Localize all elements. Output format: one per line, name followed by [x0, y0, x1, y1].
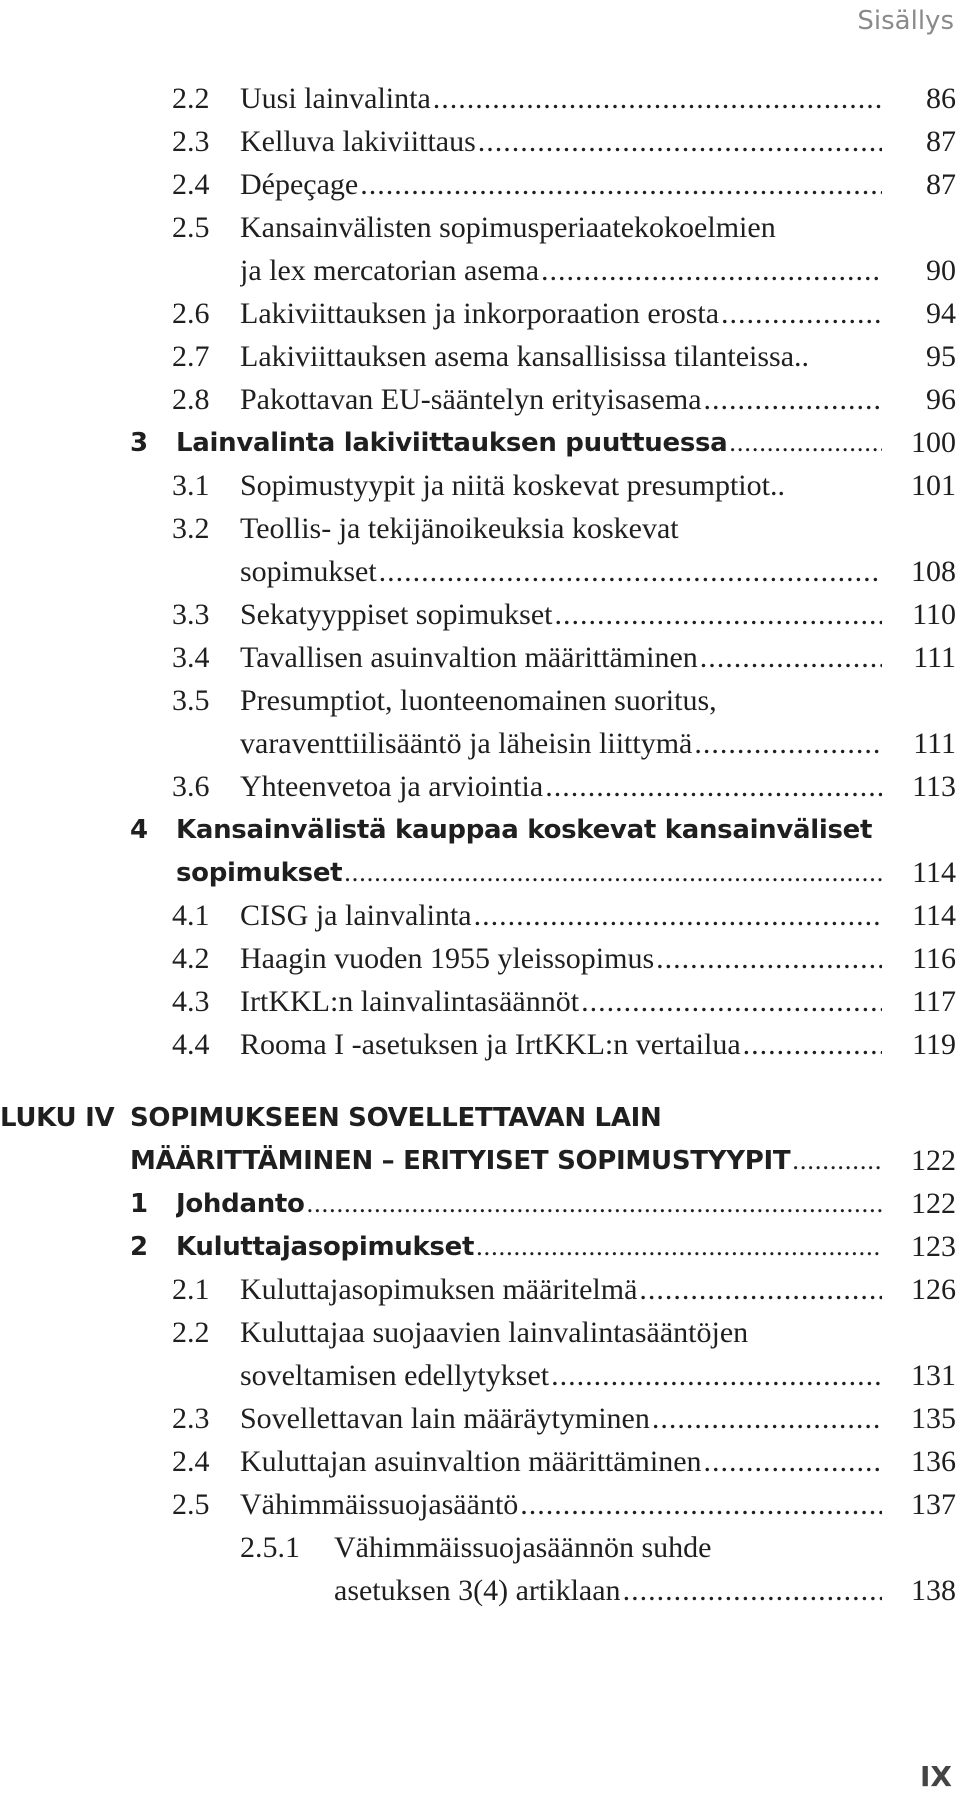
dot-leader: [551, 1355, 882, 1397]
page-number: 113: [912, 770, 956, 803]
dot-leader: [623, 1570, 882, 1612]
toc-section-entry[interactable]: [0, 1226, 960, 1268]
dot-leader: [474, 895, 882, 937]
entry-number: 3.3: [172, 598, 210, 631]
entry-number: 2.5: [172, 1488, 210, 1521]
toc-section-entry[interactable]: [0, 422, 960, 464]
toc-entry-continuation[interactable]: [0, 723, 960, 765]
entry-number: 2.4: [172, 168, 210, 201]
entry-number: 3.1: [172, 469, 210, 502]
entry-title: sopimukset: [240, 555, 377, 588]
page-number: 122: [911, 1144, 956, 1177]
entry-title: Vähimmäissuojasääntö: [240, 1488, 519, 1521]
dot-leader: [307, 1183, 882, 1225]
toc-entry[interactable]: [0, 594, 960, 636]
section-number: 2: [130, 1232, 148, 1262]
page-number: 87: [926, 125, 956, 158]
toc-subentry-continuation[interactable]: [0, 1570, 960, 1612]
entry-title: Yhteenvetoa ja arviointia: [240, 770, 544, 803]
toc-section-continuation[interactable]: [0, 852, 960, 894]
toc-subentry[interactable]: [0, 1527, 960, 1569]
dot-leader: [652, 1398, 882, 1440]
running-head: Sisällys: [857, 6, 954, 36]
chapter-title: MÄÄRITTÄMINEN – ERITYISET SOPIMUSTYYPIT: [130, 1146, 791, 1176]
entry-title: varaventtiilisääntö ja läheisin liittymä: [240, 727, 693, 760]
section-number: 1: [130, 1189, 148, 1219]
entry-title: Sekatyyppiset sopimukset: [240, 598, 553, 631]
dot-leader: [554, 594, 882, 636]
page-number: 101: [911, 469, 956, 502]
dot-leader: [704, 1441, 882, 1483]
entry-title: soveltamisen edellytykset: [240, 1359, 550, 1392]
entry-number: 2.2: [172, 82, 210, 115]
dot-leader: [360, 164, 882, 206]
dot-leader: [694, 723, 882, 765]
page-number: 114: [912, 856, 956, 889]
dot-leader: [792, 1140, 882, 1182]
toc-entry[interactable]: [0, 336, 960, 378]
entry-title: Rooma I -asetuksen ja IrtKKL:n vertailua: [240, 1028, 741, 1061]
entry-title: Lakiviittauksen ja inkorporaation erosta: [240, 297, 720, 330]
dot-leader: [743, 1024, 882, 1066]
toc-entry[interactable]: [0, 1024, 960, 1066]
entry-title: Kelluva lakiviittaus: [240, 125, 476, 158]
toc-entry[interactable]: [0, 981, 960, 1023]
entry-title: Uusi lainvalinta: [240, 82, 431, 115]
toc-entry[interactable]: [0, 78, 960, 120]
chapter-heading[interactable]: [0, 1097, 960, 1139]
subentry-number: 2.5.1: [240, 1531, 300, 1564]
entry-title: Presumptiot, luonteenomainen suoritus,: [240, 684, 717, 717]
toc-entry[interactable]: [0, 164, 960, 206]
toc-entry[interactable]: [0, 121, 960, 163]
section-number: 4: [130, 815, 148, 845]
chapter-heading-continuation[interactable]: [0, 1140, 960, 1182]
toc-entry[interactable]: [0, 1312, 960, 1354]
toc-entry[interactable]: [0, 379, 960, 421]
entry-title: Teollis- ja tekijänoikeuksia koskevat: [240, 512, 679, 545]
entry-number: 2.5: [172, 211, 210, 244]
toc-entry[interactable]: [0, 895, 960, 937]
dot-leader: [545, 766, 882, 808]
subentry-title: Vähimmäissuojasäännön suhde: [334, 1531, 712, 1564]
page-number: 108: [911, 555, 956, 588]
entry-title: Kuluttajan asuinvaltion määrittäminen: [240, 1445, 702, 1478]
toc-section-entry[interactable]: [0, 1183, 960, 1225]
page-number: 136: [911, 1445, 956, 1478]
dot-leader: [344, 852, 882, 894]
dot-leader: [541, 250, 882, 292]
toc-entry-continuation[interactable]: [0, 250, 960, 292]
entry-number: 3.6: [172, 770, 210, 803]
toc-entry-continuation[interactable]: [0, 1355, 960, 1397]
entry-number: 4.2: [172, 942, 210, 975]
entry-number: 2.7: [172, 340, 210, 373]
entry-title: Haagin vuoden 1955 yleissopimus: [240, 942, 655, 975]
page-number: 110: [912, 598, 956, 631]
page-number: 111: [913, 641, 956, 674]
entry-title: CISG ja lainvalinta: [240, 899, 472, 932]
dot-leader: [704, 379, 882, 421]
toc-section-entry[interactable]: [0, 809, 960, 851]
toc-entry[interactable]: [0, 680, 960, 722]
section-number: 3: [130, 428, 148, 458]
page-number: 117: [912, 985, 956, 1018]
page-number: 96: [926, 383, 956, 416]
page-number: 111: [913, 727, 956, 760]
toc-entry[interactable]: [0, 293, 960, 335]
toc-entry[interactable]: [0, 1398, 960, 1440]
dot-leader: [478, 121, 882, 163]
entry-number: 2.4: [172, 1445, 210, 1478]
page-number: 126: [911, 1273, 956, 1306]
entry-number: 4.1: [172, 899, 210, 932]
toc-entry-continuation[interactable]: [0, 551, 960, 593]
toc-entry[interactable]: [0, 766, 960, 808]
entry-number: 2.1: [172, 1273, 210, 1306]
page-number: 116: [912, 942, 956, 975]
section-title: Johdanto: [176, 1189, 305, 1219]
entry-number: 3.5: [172, 684, 210, 717]
page-number: 100: [911, 426, 956, 459]
chapter-number: LUKU IV: [0, 1103, 115, 1133]
entry-title: Kansainvälisten sopimusperiaatekokoelmien: [240, 211, 776, 244]
toc-entry[interactable]: [0, 508, 960, 550]
dot-leader: [721, 293, 882, 335]
dot-leader: [581, 981, 882, 1023]
toc-entry[interactable]: [0, 465, 960, 507]
toc-entry[interactable]: [0, 938, 960, 980]
dot-leader: [656, 938, 882, 980]
page-number: 94: [926, 297, 956, 330]
subentry-title: asetuksen 3(4) artiklaan: [334, 1574, 621, 1607]
entry-title: Sopimustyypit ja niitä koskevat presumptiot..: [240, 469, 785, 502]
entry-title: IrtKKL:n lainvalintasäännöt: [240, 985, 580, 1018]
toc-entry[interactable]: [0, 637, 960, 679]
section-title: Kuluttajasopimukset: [176, 1232, 475, 1262]
dot-leader: [700, 637, 882, 679]
entry-number: 2.8: [172, 383, 210, 416]
toc-entry[interactable]: [0, 1441, 960, 1483]
entry-number: 3.4: [172, 641, 210, 674]
dot-leader: [476, 1226, 882, 1268]
entry-number: 3.2: [172, 512, 210, 545]
page-number: 131: [911, 1359, 956, 1392]
dot-leader: [520, 1484, 882, 1526]
dot-leader: [639, 1269, 882, 1311]
entry-number: 2.6: [172, 297, 210, 330]
entry-number: 2.3: [172, 1402, 210, 1435]
section-title: sopimukset: [176, 858, 343, 888]
page-number: 87: [926, 168, 956, 201]
section-title: Lainvalinta lakiviittauksen puuttuessa: [176, 428, 728, 458]
entry-title: Tavallisen asuinvaltion määrittäminen: [240, 641, 698, 674]
entry-title: Kuluttajaa suojaavien lainvalintasääntöjen: [240, 1316, 749, 1349]
page-number: 86: [926, 82, 956, 115]
section-title: Kansainvälistä kauppaa koskevat kansainväliset: [176, 815, 873, 845]
page-number: 90: [926, 254, 956, 287]
dot-leader: [729, 422, 882, 464]
page-number: 114: [912, 899, 956, 932]
toc-entry[interactable]: [0, 1269, 960, 1311]
page-number: 119: [912, 1028, 956, 1061]
dot-leader: [379, 551, 882, 593]
page-number: 137: [911, 1488, 956, 1521]
entry-title: Kuluttajasopimuksen määritelmä: [240, 1273, 638, 1306]
entry-number: 2.3: [172, 125, 210, 158]
chapter-title: SOPIMUKSEEN SOVELLETTAVAN LAIN: [130, 1103, 662, 1133]
entry-title: Lakiviittauksen asema kansallisissa tilanteissa..: [240, 340, 810, 373]
entry-number: 2.2: [172, 1316, 210, 1349]
entry-title: ja lex mercatorian asema: [240, 254, 540, 287]
page-number: 135: [911, 1402, 956, 1435]
entry-title: Dépeçage: [240, 168, 359, 201]
page-number: 122: [911, 1187, 956, 1220]
toc-entry[interactable]: [0, 1484, 960, 1526]
entry-number: 4.3: [172, 985, 210, 1018]
toc-entry[interactable]: [0, 207, 960, 249]
page-number: 123: [911, 1230, 956, 1263]
entry-number: 4.4: [172, 1028, 210, 1061]
page-folio: IX: [919, 1760, 952, 1793]
entry-title: Sovellettavan lain määräytyminen: [240, 1402, 650, 1435]
dot-leader: [433, 78, 882, 120]
entry-title: Pakottavan EU-sääntelyn erityisasema: [240, 383, 702, 416]
page-number: 138: [911, 1574, 956, 1607]
page-number: 95: [926, 340, 956, 373]
